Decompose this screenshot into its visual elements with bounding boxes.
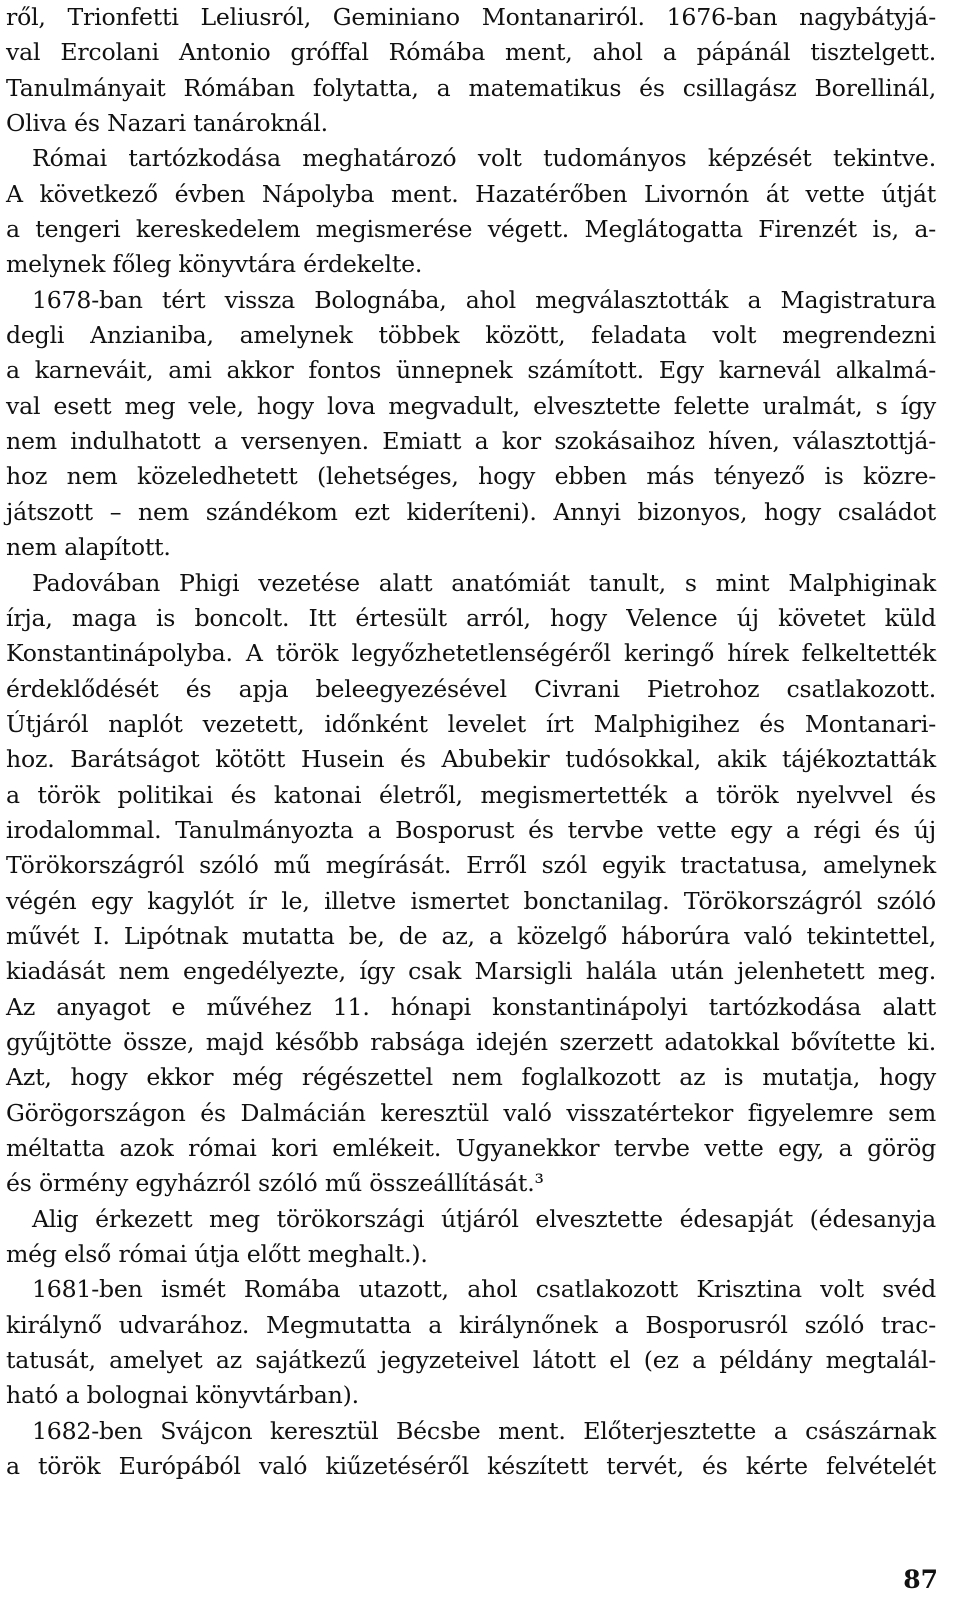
text-line: Az anyagot e művéhez 11. hónapi konstantinápolyi tartózkodása alatt <box>6 992 936 1021</box>
text-line: a török Európából való kiűzetéséről készített tervét, és kérte felvételét <box>6 1452 936 1481</box>
text-line: Tanulmányait Rómában folytatta, a matematikus és csillagász Borellinál, <box>6 73 936 102</box>
text-line: kiadását nem engedélyezte, így csak Marsigli halála után jelenhetett meg. <box>6 957 936 986</box>
text-line: nem indulhatott a versenyen. Emiatt a kor szokásaihoz híven, választottjá- <box>6 427 936 456</box>
text-line: irodalommal. Tanulmányozta a Bosporust és tervbe vette egy a régi és új <box>6 815 936 844</box>
text-line: még első római útja előtt meghalt.). <box>6 1240 428 1269</box>
text-line: val Ercolani Antonio gróffal Rómába ment, ahol a pápánál tisztelgett. <box>6 38 936 67</box>
text-line: gyűjtötte össze, majd később rabsága idején szerzett adatokkal bővítette ki. <box>6 1027 936 1056</box>
text-line: királynő udvarához. Megmutatta a királynőnek a Bosporusról szóló trac- <box>6 1310 936 1339</box>
text-line: Oliva és Nazari tanároknál. <box>6 109 328 138</box>
text-line: hoz nem közeledhetett (lehetséges, hogy ebben más tényező is közre- <box>6 462 936 491</box>
text-line: 1678-ban tért vissza Bolognába, ahol megválasztották a Magistratura <box>32 285 936 314</box>
text-line: művét I. Lipótnak mutatta be, de az, a közelgő háborúra való tekintettel, <box>6 921 936 950</box>
text-line: Római tartózkodása meghatározó volt tudományos képzését tekintve. <box>32 144 936 173</box>
text-line: végén egy kagylót ír le, illetve ismertet bonctanilag. Törökországról szóló <box>6 886 936 915</box>
text-line: 1682-ben Svájcon keresztül Bécsbe ment. Előterjesztette a császárnak <box>32 1416 936 1445</box>
text-line: 1681-ben ismét Romába utazott, ahol csatlakozott Krisztina volt svéd <box>32 1275 936 1304</box>
text-line: tatusát, amelyet az sajátkezű jegyzeteivel látott el (ez a példány megtalál- <box>6 1346 936 1375</box>
text-line: és örmény egyházról szóló mű összeállítását.³ <box>6 1169 544 1198</box>
text-line: ről, Trionfetti Leliusról, Geminiano Montanariról. 1676-ban nagybátyjá- <box>6 3 936 31</box>
text-line: Alig érkezett meg törökországi útjáról elvesztette édesapját (édesanyja <box>32 1204 936 1233</box>
text-line: írja, maga is boncolt. Itt értesült arról, hogy Velence új követet küld <box>6 603 936 632</box>
document-body <box>6 0 936 1484</box>
text-line: játszott – nem szándékom ezt kideríteni). Annyi bizonyos, hogy családot <box>6 497 936 526</box>
text-line: a török politikai és katonai életről, megismertették a török nyelvvel és <box>6 780 936 809</box>
text-line: ható a bolognai könyvtárban). <box>6 1381 359 1410</box>
text-line: érdeklődését és apja beleegyezésével Civrani Pietrohoz csatlakozott. <box>6 674 936 703</box>
text-line: Törökországról szóló mű megírását. Erről szól egyik tractatusa, amelynek <box>6 851 936 880</box>
text-line: a karneváit, ami akkor fontos ünnepnek számított. Egy karnevál alkalmá- <box>6 356 936 385</box>
text-line: méltatta azok római kori emlékeit. Ugyanekkor tervbe vette egy, a görög <box>6 1134 936 1162</box>
text-line: hoz. Barátságot kötött Husein és Abubekir tudósokkal, akik tájékoztatták <box>6 745 936 774</box>
text-line: A következő évben Nápolyba ment. Hazatérőben Livornón át vette útját <box>6 179 936 208</box>
text-line: nem alapított. <box>6 533 171 562</box>
page-number: 87 <box>903 1565 938 1594</box>
text-line: degli Anzianiba, amelynek többek között, feladata volt megrendezni <box>6 321 936 350</box>
text-line: Padovában Phigi vezetése alatt anatómiát tanult, s mint Malphiginak <box>32 568 936 597</box>
text-line: Konstantinápolyba. A török legyőzhetetlenségéről keringő hírek felkeltették <box>6 639 936 668</box>
text-line: Azt, hogy ekkor még régészettel nem foglalkozott az is mutatja, hogy <box>6 1063 936 1092</box>
text-line: Görögországon és Dalmácián keresztül való visszatértekor figyelemre sem <box>6 1098 936 1127</box>
text-line: val esett meg vele, hogy lova megvadult, elvesztette felette uralmát, s így <box>6 391 936 420</box>
text-line: melynek főleg könyvtára érdekelte. <box>6 250 423 279</box>
text-line: Útjáról naplót vezetett, időnként levelet írt Malphigihez és Montanari- <box>6 709 936 738</box>
text-line: a tengeri kereskedelem megismerése végett. Meglátogatta Firenzét is, a- <box>6 215 936 244</box>
